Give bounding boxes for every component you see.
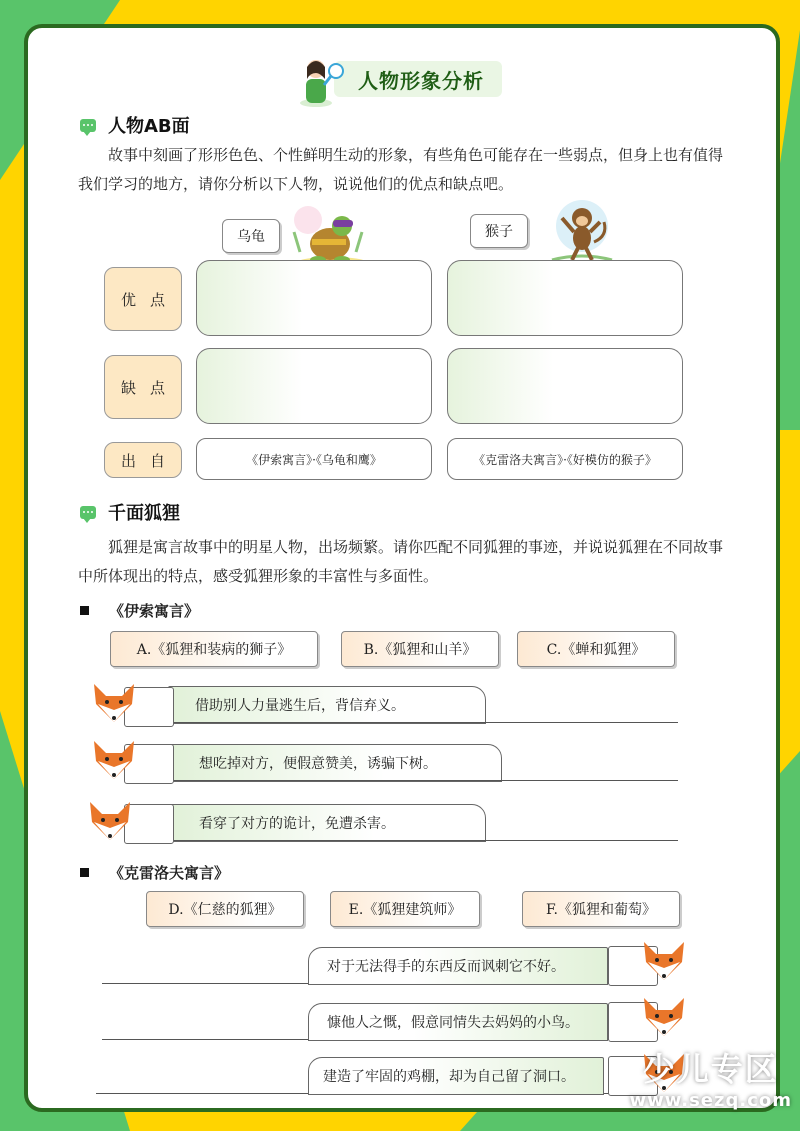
watermark-brand: 少儿专区 bbox=[642, 1050, 779, 1088]
fox-icon bbox=[92, 682, 136, 724]
row-label-source: 出自 bbox=[104, 442, 182, 478]
monkey-merits-answer-box[interactable] bbox=[447, 260, 683, 336]
page-title: 人物形象分析 bbox=[358, 69, 484, 93]
worksheet-page bbox=[24, 24, 780, 1112]
option-card[interactable]: D.《仁慈的狐狸》 bbox=[146, 891, 304, 927]
subsection-header bbox=[80, 600, 199, 621]
subsection-header bbox=[80, 862, 229, 883]
monkey-icon bbox=[546, 196, 618, 266]
fox-icon bbox=[642, 996, 686, 1038]
subsection-title: 《伊索寓言》 bbox=[109, 602, 200, 620]
answer-line bbox=[168, 840, 678, 841]
clue-text: 借助别人力量逃生后，背信弃义。 bbox=[168, 686, 486, 724]
subsection-title: 《克雷洛夫寓言》 bbox=[109, 864, 230, 882]
clue-text: 看穿了对方的诡计，免遭杀害。 bbox=[168, 804, 486, 842]
girl-magnifier-icon bbox=[298, 53, 348, 109]
monkey-source: 《克雷洛夫寓言》·《好模仿的猴子》 bbox=[447, 438, 683, 480]
option-card[interactable]: E.《狐狸建筑师》 bbox=[330, 891, 480, 927]
row-label-flaws: 缺点 bbox=[104, 355, 182, 419]
section-header bbox=[80, 499, 180, 525]
watermark-url: www.sezq.com bbox=[629, 1090, 792, 1111]
character-label: 猴子 bbox=[470, 214, 528, 248]
turtle-flaws-answer-box[interactable] bbox=[196, 348, 432, 424]
section-intro: 狐狸是寓言故事中的明星人物，出场频繁。请你匹配不同狐狸的事迹，并说说狐狸在不同故事中所体现出的特点，感受狐狸形象的丰富性与多面性。 bbox=[78, 538, 724, 585]
option-card[interactable]: C.《蝉和狐狸》 bbox=[517, 631, 675, 667]
site-watermark bbox=[630, 1044, 793, 1111]
chat-bubble-icon bbox=[80, 506, 96, 519]
fox-icon bbox=[88, 800, 132, 842]
monkey-flaws-answer-box[interactable] bbox=[447, 348, 683, 424]
answer-line bbox=[168, 780, 678, 781]
row-label-merits: 优点 bbox=[104, 267, 182, 331]
turtle-icon bbox=[286, 202, 368, 268]
character-label: 乌龟 bbox=[222, 219, 280, 253]
section-header bbox=[80, 112, 190, 138]
fox-icon bbox=[642, 940, 686, 982]
option-card[interactable]: F.《狐狸和葡萄》 bbox=[522, 891, 680, 927]
bullet-square-icon bbox=[80, 868, 89, 877]
bullet-square-icon bbox=[80, 606, 89, 615]
option-card[interactable]: B.《狐狸和山羊》 bbox=[341, 631, 499, 667]
option-card[interactable]: A.《狐狸和装病的狮子》 bbox=[110, 631, 318, 667]
answer-line bbox=[168, 722, 678, 723]
fox-icon bbox=[92, 739, 136, 781]
clue-text: 慷他人之慨，假意同情失去妈妈的小鸟。 bbox=[308, 1003, 608, 1041]
clue-text: 对于无法得手的东西反而讽刺它不好。 bbox=[308, 947, 608, 985]
chat-bubble-icon bbox=[80, 119, 96, 132]
section-title: 千面狐狸 bbox=[108, 503, 180, 524]
section-title: 人物AB面 bbox=[108, 116, 190, 137]
clue-text: 建造了牢固的鸡棚，却为自己留了洞口。 bbox=[308, 1057, 604, 1095]
section-intro: 故事中刻画了形形色色、个性鲜明生动的形象，有些角色可能存在一些弱点，但身上也有值得我们学习的地方，请你分析以下人物，说说他们的优点和缺点吧。 bbox=[78, 146, 724, 193]
turtle-source: 《伊索寓言》·《乌龟和鹰》 bbox=[196, 438, 432, 480]
clue-text: 想吃掉对方，便假意赞美，诱骗下树。 bbox=[168, 744, 502, 782]
turtle-merits-answer-box[interactable] bbox=[196, 260, 432, 336]
